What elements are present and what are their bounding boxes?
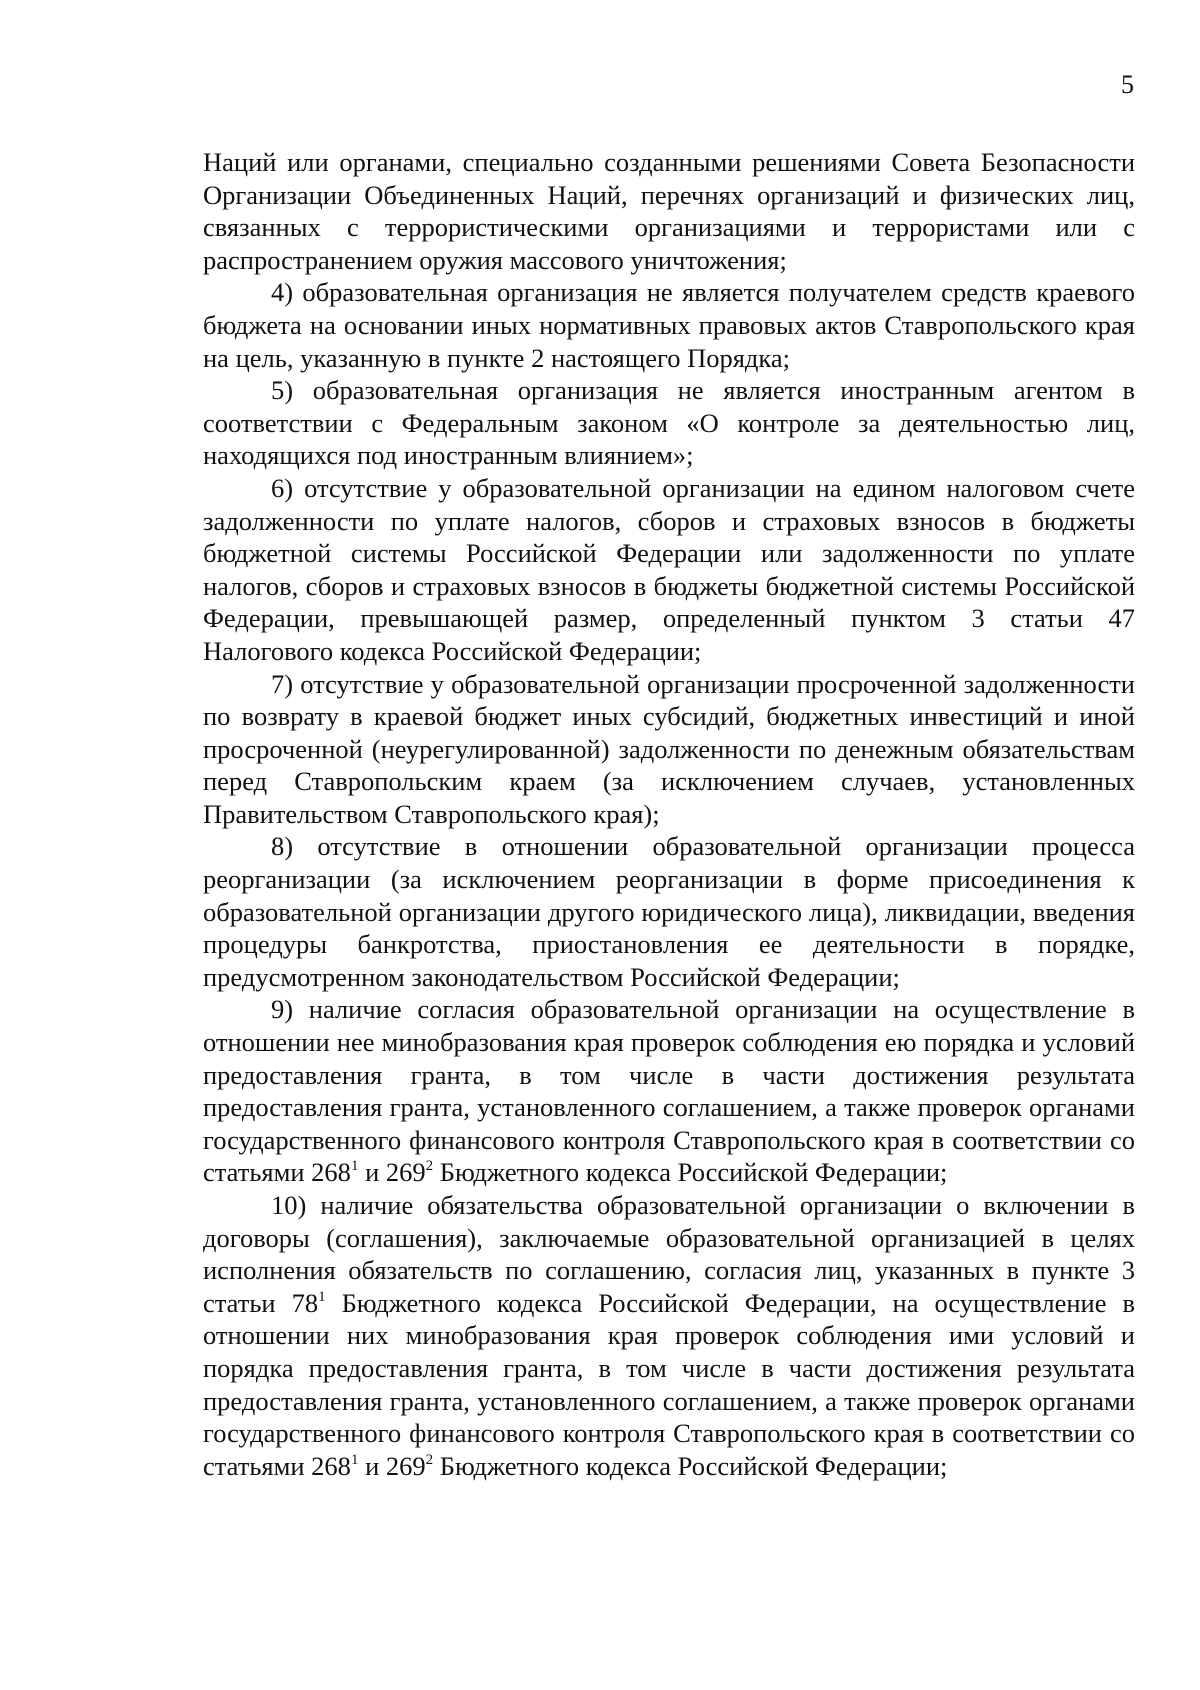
item-10-superscript-2: 2 bbox=[425, 1451, 434, 1468]
paragraph-item-4: 4) образовательная организация не является получателем средств краевого бюджета на основании иных нормативных правовых актов Ставропольского края на цель, указанную в пункте 2 настоящего Порядка; bbox=[203, 277, 1135, 373]
paragraph-item-6: 6) отсутствие у образовательной организации на едином налоговом счете задолженности по уплате налогов, сборов и страховых взносов в бюджеты бюджетной системы Российской Федерации или задолженности по уплате налогов, сборов и страховых взносов в бюджеты бюджетной системы Российской Федерации, превышающей размер, определенный пунктом 3 статьи 47 Налогового кодекса Российской Федерации; bbox=[203, 472, 1135, 666]
paragraph-item-8: 8) отсутствие в отношении образовательной организации процесса реорганизации (за исключением реорганизации в форме присоединения к образовательной организации другого юридического лица), ликвидации, введения процедуры банкротства, приостановления ее деятельности в порядке, предусмотренном законодательством Российской Федерации; bbox=[203, 831, 1135, 992]
item-10-superscript-1: 1 bbox=[350, 1451, 359, 1468]
page-number: 5 bbox=[1121, 70, 1134, 99]
item-9-superscript-1: 1 bbox=[350, 1158, 359, 1175]
item-10-text-part-1: Бюджетного кодекса Российской Федерации, на осуществление в отношении них минобразования края проверок соблюдения ими условий и порядка предоставления гранта, в том числе в части достижения результата предоставления гранта, установленного соглашением, а также проверок органами государственного финансового контроля Ставропольского края в соответствии со статьями 268 bbox=[203, 1287, 1135, 1481]
paragraph-continuation: Наций или органами, специально созданными решениями Совета Безопасности Организации Объединенных Наций, перечнях организаций и физических лиц, связанных с террористическими организациями и террористами или с распространением оружия массового уничтожения; bbox=[203, 147, 1135, 275]
item-10-text-part-0: 10) наличие обязательства образовательной организации о включении в договоры (соглашения), заключаемые образовательной организацией в целях исполнения обязательств по соглашению, согласия лиц, указанных в пункте 3 статьи 78 bbox=[203, 1190, 1135, 1318]
item-9-text-part-3: Бюджетного кодекса Российской Федерации; bbox=[433, 1157, 948, 1188]
paragraph-item-7: 7) отсутствие у образовательной организации просроченной задолженности по возврату в краевой бюджет иных субсидий, бюджетных инвестиций и иной просроченной (неурегулированной) задолженности по денежным обязательствам перед Ставропольским краем (за исключением случаев, установленных Правительством Ставропольского края); bbox=[203, 668, 1135, 829]
document-body bbox=[203, 146, 1135, 1482]
paragraph-item-10 bbox=[203, 1189, 1135, 1482]
item-9-text-part-1: 9) наличие согласия образовательной организации на осуществление в отношении нее минобразования края проверок соблюдения ею порядка и условий предоставления гранта, в том числе в части достижения результата предоставления гранта, установленного соглашением, а также проверок органами государственного финансового контроля Ставропольского края в соответствии со статьями 268 bbox=[203, 994, 1135, 1188]
paragraph-item-5: 5) образовательная организация не является иностранным агентом в соответствии с Федеральным законом «О контроле за деятельностью лиц, находящихся под иностранным влиянием»; bbox=[203, 375, 1135, 471]
paragraph-item-9 bbox=[203, 993, 1135, 1189]
item-10-superscript-0: 1 bbox=[318, 1288, 326, 1305]
item-9-text-part-2: и 269 bbox=[358, 1157, 426, 1188]
item-10-text-part-2: и 269 bbox=[358, 1450, 426, 1481]
item-9-superscript-2: 2 bbox=[425, 1158, 434, 1175]
item-10-text-part-3: Бюджетного кодекса Российской Федерации; bbox=[433, 1450, 948, 1481]
